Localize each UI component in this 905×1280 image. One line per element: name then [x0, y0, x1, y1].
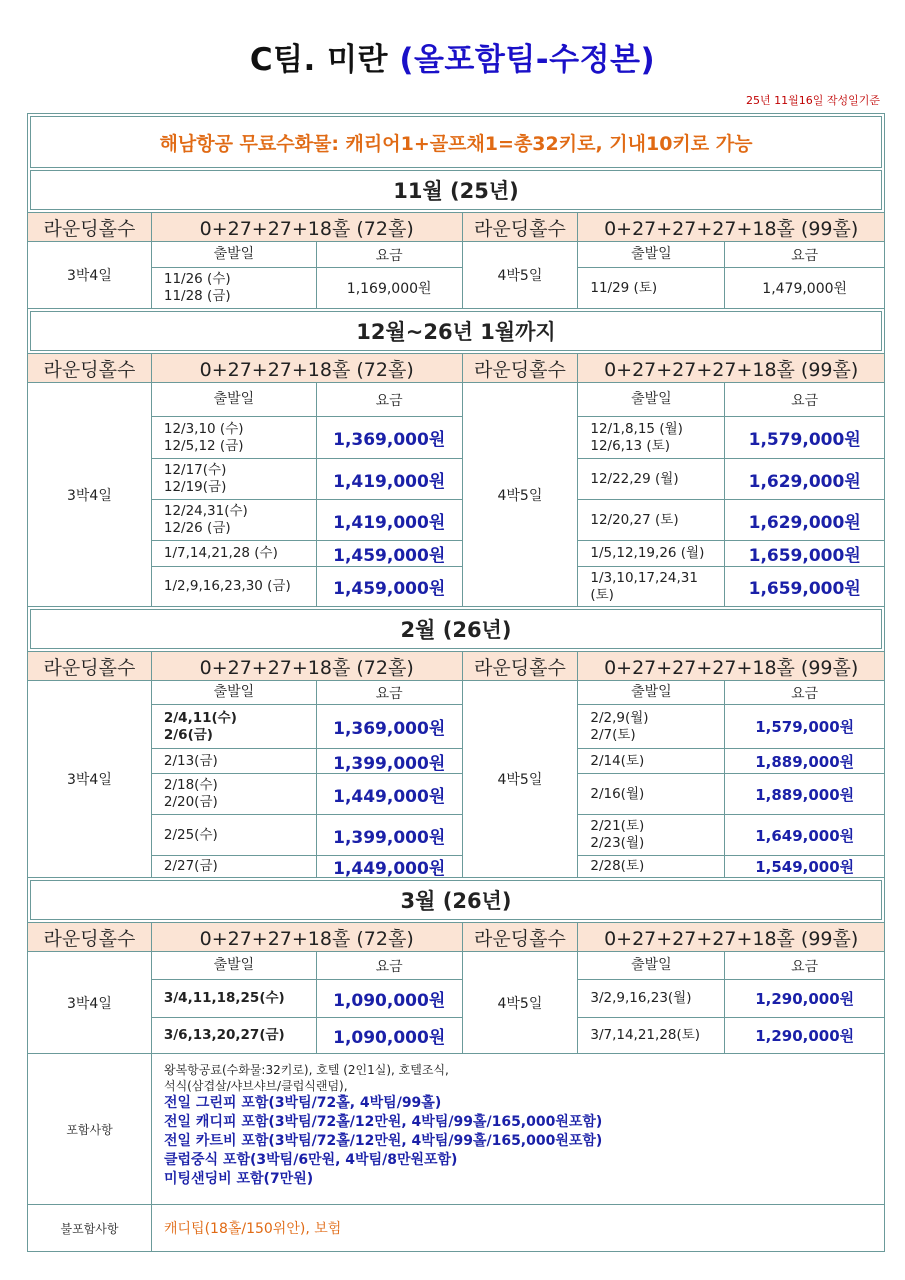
section-header [28, 651, 884, 681]
price-cell: 1,369,000원 [333, 719, 446, 739]
holes-72: 0+27+27+18홀 (72홀) [152, 354, 463, 382]
rounding-label: 라운딩홀수 [463, 354, 579, 382]
price-cell: 1,459,000원 [333, 579, 446, 599]
price-cell: 1,459,000원 [333, 546, 446, 566]
nights-label: 4박5일 [463, 383, 579, 606]
date-cell: 12/17(수) 12/19(금) [152, 459, 317, 499]
include-line: 전일 카트비 포함(3박팀/72홀/12만원, 4박팀/99홀/165,000원포함) [164, 1133, 603, 1149]
date-cell: 11/29 (토) [578, 268, 725, 308]
rounding-label: 라운딩홀수 [463, 923, 579, 951]
date-cell: 12/3,10 (수) 12/5,12 (금) [152, 417, 317, 458]
month-header-dec: 12월~26년 1월까지 [30, 311, 882, 351]
date-cell: 12/24,31(수) 12/26 (금) [152, 500, 317, 540]
date-cell: 3/7,14,21,28(토) [578, 1018, 725, 1053]
rounding-label: 라운딩홀수 [28, 213, 152, 241]
exclude-body: 캐디팁(18홀/150위안), 보험 [164, 1221, 342, 1237]
price-cell: 1,889,000원 [755, 752, 855, 771]
price-cell: 1,659,000원 [748, 546, 861, 566]
date-cell: 12/22,29 (월) [578, 459, 725, 499]
title-main: C팀. 미란 [249, 42, 389, 78]
shipping-info: 해남항공 무료수화물: 캐리어1+골프채1=총32키로, 기내10키로 가능 [30, 116, 882, 168]
date-cell: 2/2,9(월) 2/7(토) [578, 705, 725, 748]
price-cell: 1,399,000원 [333, 827, 446, 848]
date-header: 출발일 [578, 242, 725, 267]
section-header [28, 922, 884, 952]
date-cell: 3/6,13,20,27(금) [152, 1018, 317, 1053]
date-cell: 1/5,12,19,26 (월) [578, 541, 725, 566]
holes-99: 0+27+27+27+18홀 (99홀) [604, 358, 859, 381]
date-cell: 2/25(수) [152, 815, 317, 855]
include-line: 미팅샌딩비 포함(7만원) [164, 1171, 314, 1187]
price-table [27, 113, 885, 1252]
month-header-feb: 2월 (26년) [30, 609, 882, 649]
price-header: 요금 [375, 685, 403, 702]
price-cell: 1,169,000원 [346, 281, 432, 297]
price-cell: 1,449,000원 [333, 859, 446, 879]
include-line: 석식(삼겹살/샤브샤브/클럽식랜덤), [164, 1079, 348, 1093]
price-cell: 1,549,000원 [755, 858, 855, 876]
date-cell: 1/2,9,16,23,30 (금) [152, 567, 317, 606]
rounding-label: 라운딩홀수 [28, 652, 152, 680]
month-header-nov: 11월 (25년) [30, 170, 882, 210]
include-body [152, 1054, 884, 1204]
include-line: 클럽중식 포함(3박팀/6만원, 4박팀/8만원포함) [164, 1152, 458, 1168]
include-line: 전일 그린피 포함(3박팀/72홀, 4박팀/99홀) [164, 1095, 442, 1111]
rounding-label: 라운딩홀수 [463, 213, 579, 241]
price-cell: 1,659,000원 [748, 579, 861, 599]
nights-label: 3박4일 [28, 383, 152, 606]
date-header: 출발일 [578, 383, 725, 416]
holes-72: 0+27+27+18홀 (72홀) [152, 213, 463, 241]
mar-block [28, 952, 884, 1054]
price-header: 요금 [791, 247, 819, 264]
price-cell: 1,090,000원 [333, 1028, 446, 1048]
date-header: 출발일 [152, 681, 317, 704]
price-header: 요금 [791, 685, 819, 702]
date-cell: 2/28(토) [578, 856, 725, 877]
price-cell: 1,290,000원 [755, 1027, 855, 1045]
exclude-section [28, 1205, 884, 1251]
rounding-label: 라운딩홀수 [28, 354, 152, 382]
nights-label: 4박5일 [463, 952, 579, 1053]
date-cell: 12/20,27 (토) [578, 500, 725, 540]
month-header-mar: 3월 (26년) [30, 880, 882, 920]
section-header [28, 353, 884, 383]
date-header: 출발일 [578, 681, 725, 704]
feb-block [28, 681, 884, 878]
price-cell: 1,419,000원 [333, 471, 446, 492]
price-cell: 1,889,000원 [755, 785, 855, 804]
date-header: 출발일 [152, 383, 317, 416]
date-cell: 2/4,11(수) 2/6(금) [152, 705, 317, 748]
price-cell: 1,449,000원 [333, 786, 446, 807]
date-cell: 3/2,9,16,23(월) [578, 980, 725, 1017]
price-cell: 1,579,000원 [755, 718, 855, 736]
include-label: 포함사항 [28, 1054, 152, 1204]
date-header: 출발일 [152, 242, 317, 267]
date-cell: 11/26 (수) 11/28 (금) [152, 268, 317, 308]
price-cell: 1,649,000원 [755, 826, 855, 845]
nights-label: 4박5일 [463, 242, 579, 308]
price-header: 요금 [375, 392, 403, 409]
date-cell: 1/7,14,21,28 (수) [152, 541, 317, 566]
nights-label: 3박4일 [28, 952, 152, 1053]
include-line: 왕복항공료(수화물:32키로), 호텔 (2인1실), 호텔조식, [164, 1063, 449, 1077]
price-header: 요금 [375, 247, 403, 264]
nights-label: 3박4일 [28, 681, 152, 877]
date-cell: 1/3,10,17,24,31 (토) [578, 567, 725, 606]
price-header: 요금 [791, 958, 819, 975]
price-header: 요금 [375, 958, 403, 975]
holes-99: 0+27+27+27+18홀 (99홀) [604, 217, 859, 240]
rounding-label: 라운딩홀수 [28, 923, 152, 951]
date-cell: 2/14(토) [578, 749, 725, 773]
date-header: 출발일 [578, 952, 725, 979]
dec-block [28, 383, 884, 607]
date-cell: 12/1,8,15 (월) 12/6,13 (토) [578, 417, 725, 458]
holes-99: 0+27+27+27+18홀 (99홀) [604, 656, 859, 679]
include-line: 전일 캐디피 포함(3박팀/72홀/12만원, 4박팀/99홀/165,000원포함) [164, 1114, 603, 1130]
price-cell: 1,290,000원 [755, 990, 855, 1008]
holes-72: 0+27+27+18홀 (72홀) [152, 923, 463, 951]
price-cell: 1,369,000원 [333, 430, 446, 450]
date-cell: 2/13(금) [152, 749, 317, 773]
date-cell: 3/4,11,18,25(수) [152, 980, 317, 1017]
nights-label: 4박5일 [463, 681, 579, 877]
include-section [28, 1054, 884, 1205]
date-cell: 2/27(금) [152, 856, 317, 877]
date-cell: 2/16(월) [578, 774, 725, 814]
nov-block [28, 242, 884, 309]
holes-72: 0+27+27+18홀 (72홀) [152, 652, 463, 680]
price-cell: 1,579,000원 [748, 430, 861, 450]
price-cell: 1,419,000원 [333, 512, 446, 533]
date-header: 출발일 [152, 952, 317, 979]
price-header: 요금 [791, 392, 819, 409]
price-cell: 1,629,000원 [748, 471, 861, 492]
holes-99: 0+27+27+27+18홀 (99홀) [604, 927, 859, 950]
date-note: 25년 11월16일 작성일기준 [746, 94, 880, 107]
date-cell: 2/18(수) 2/20(금) [152, 774, 317, 814]
rounding-label: 라운딩홀수 [463, 652, 579, 680]
nights-label: 3박4일 [28, 242, 152, 308]
price-cell: 1,399,000원 [333, 753, 446, 774]
price-cell: 1,629,000원 [748, 512, 861, 533]
date-cell: 2/21(토) 2/23(월) [578, 815, 725, 855]
price-cell: 1,090,000원 [333, 991, 446, 1011]
section-header [28, 212, 884, 242]
page-title [0, 34, 905, 79]
exclude-label: 불포함사항 [28, 1205, 152, 1251]
title-sub: (올포함팀-수정본) [399, 42, 656, 78]
price-cell: 1,479,000원 [762, 281, 848, 297]
